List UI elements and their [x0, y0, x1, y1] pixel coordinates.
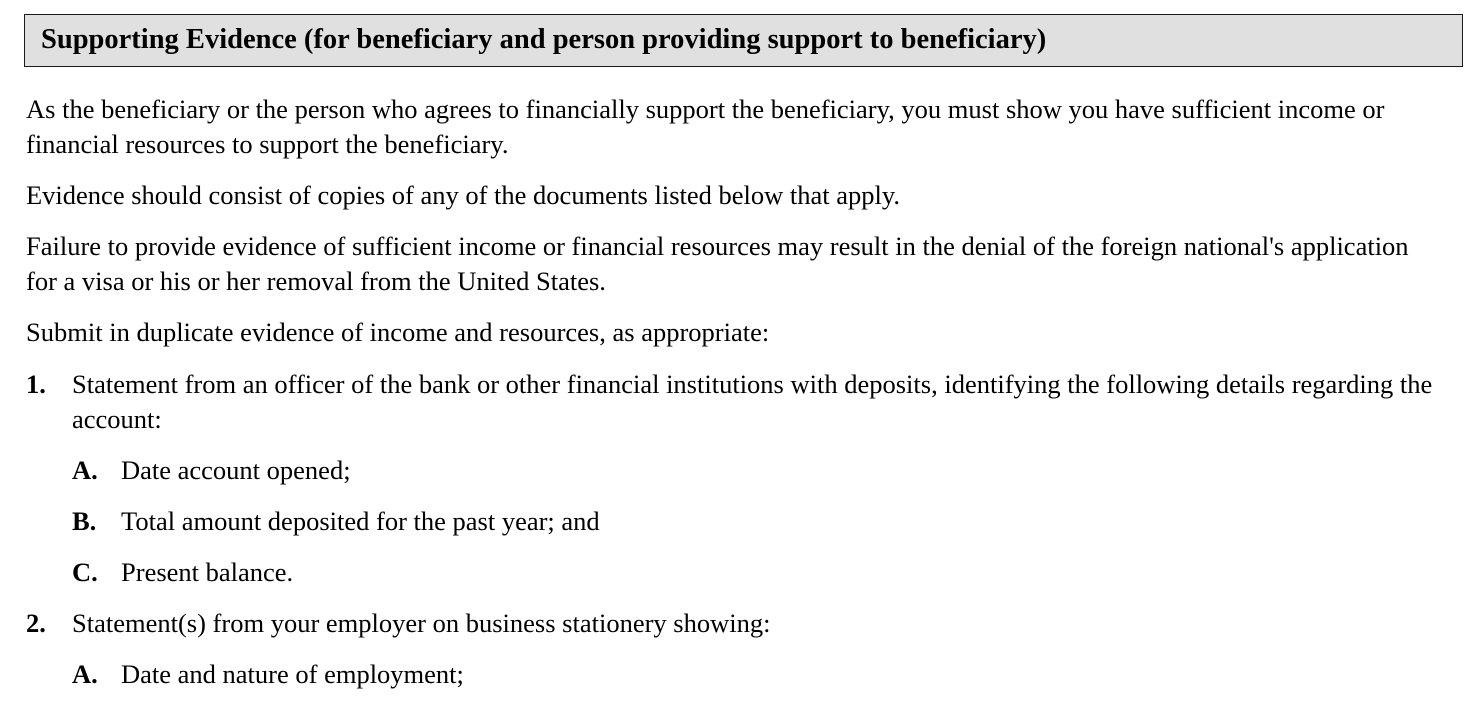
submit-instruction-paragraph: Submit in duplicate evidence of income and resources, as appropriate:	[26, 317, 770, 347]
sub-list-item-marker: B.	[72, 506, 97, 536]
sub-list-item-marker: C.	[72, 557, 98, 587]
list-item-marker: 2.	[26, 608, 46, 638]
section-title: Supporting Evidence (for beneficiary and person providing support to beneficiary)	[41, 24, 1047, 55]
section-header	[24, 14, 1463, 67]
sub-list-item-text: Present balance.	[121, 557, 294, 587]
failure-warning-paragraph: Failure to provide evidence of sufficient income or financial resources may result in the denial of the foreign national's application for a visa or his or her removal from the United States.	[26, 231, 1409, 296]
list-item-text: Statement(s) from your employer on business stationery showing:	[72, 608, 771, 638]
list-item-text: Statement from an officer of the bank or other financial institutions with deposits, identifying the following details regarding the account:	[72, 369, 1433, 434]
intro-paragraph: As the beneficiary or the person who agrees to financially support the beneficiary, you must show you have sufficient income or financial resources to support the beneficiary.	[26, 94, 1385, 159]
sub-list-item-text: Date account opened;	[121, 455, 351, 485]
sub-list-item-text: Total amount deposited for the past year; and	[121, 506, 600, 536]
sub-list-item-marker: A.	[72, 659, 98, 689]
sub-list-item-text: Date and nature of employment;	[121, 659, 464, 689]
sub-list-item-marker: A.	[72, 455, 98, 485]
evidence-paragraph: Evidence should consist of copies of any of the documents listed below that apply.	[26, 180, 901, 210]
list-item-marker: 1.	[26, 369, 46, 399]
